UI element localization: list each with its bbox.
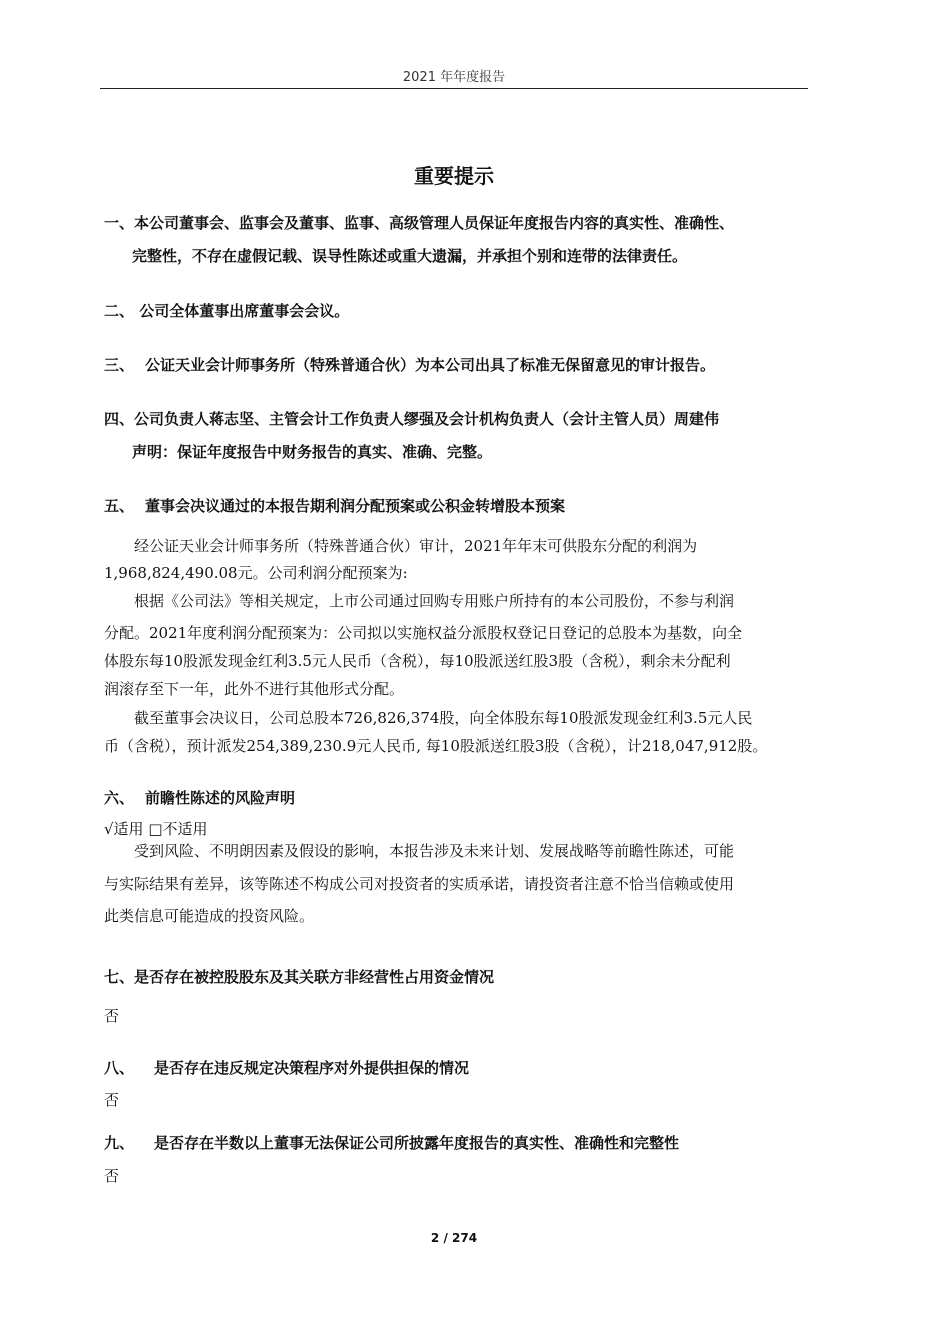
section-6-para-line: 与实际结果有差异，该等陈述不构成公司对投资者的实质承诺，请投资者注意不恰当信赖或使用: [104, 875, 735, 893]
section-2-heading: 二、 公司全体董事出席董事会会议。: [104, 302, 350, 320]
section-4-line-1: 四、公司负责人蒋志坚、主管会计工作负责人缪强及会计机构负责人（会计主管人员）周建伟: [104, 410, 720, 428]
section-5-para-line: 分配。2021年度利润分配预案为：公司拟以实施权益分派股权登记日登记的总股本为基数，向全: [104, 624, 743, 642]
header-rule: [100, 88, 808, 89]
section-5-para-line: 体股东每10股派发现金红利3.5元人民币（含税），每10股派送红股3股（含税），剩余未分配利: [104, 652, 731, 670]
section-7-heading: 七、是否存在被控股股东及其关联方非经营性占用资金情况: [104, 968, 495, 986]
section-5-para-line: 润滚存至下一年，此外不进行其他形式分配。: [104, 680, 405, 698]
section-3-number: 三、: [104, 356, 135, 374]
section-6-para-line: 受到风险、不明朗因素及假设的影响，本报告涉及未来计划、发展战略等前瞻性陈述，可能: [134, 842, 735, 860]
section-6-para-line: 此类信息可能造成的投资风险。: [104, 907, 315, 925]
section-1-line-2: 完整性，不存在虚假记载、误导性陈述或重大遗漏，并承担个别和连带的法律责任。: [132, 247, 688, 265]
section-1-line-1: 一、本公司董事会、监事会及董事、监事、高级管理人员保证年度报告内容的真实性、准确性、: [104, 214, 735, 232]
section-5-para-line: 经公证天业会计师事务所（特殊普通合伙）审计，2021年年末可供股东分配的利润为: [134, 537, 698, 555]
page-number: 2 / 274: [430, 1231, 478, 1245]
section-5-number: 五、: [104, 497, 135, 515]
section-9-answer: 否: [104, 1167, 120, 1185]
section-8-number: 八、: [104, 1059, 135, 1077]
section-9-number: 九、: [104, 1134, 135, 1152]
section-8-heading: 是否存在违反规定决策程序对外提供担保的情况: [154, 1059, 470, 1077]
applicability-options: √适用 □不适用: [104, 820, 208, 838]
page-title: 重要提示: [414, 164, 494, 188]
section-6-number: 六、: [104, 789, 135, 807]
section-3-text: 公证天业会计师事务所（特殊普通合伙）为本公司出具了标准无保留意见的审计报告。: [145, 356, 716, 374]
section-5-para-line: 币（含税），预计派发254,389,230.9元人民币, 每10股派送红股3股（含税），计218,047,912股。: [104, 737, 768, 755]
section-5-para-line: 截至董事会决议日，公司总股本726,826,374股，向全体股东每10股派发现金红利3.5元人民: [134, 709, 753, 727]
page-header: 2021 年年度报告: [402, 70, 506, 85]
section-5-heading: 董事会决议通过的本报告期利润分配预案或公积金转增股本预案: [145, 497, 566, 515]
section-5-para-line: 根据《公司法》等相关规定，上市公司通过回购专用账户所持有的本公司股份，不参与利润: [134, 592, 735, 610]
section-5-para-line: 1,968,824,490.08元。公司利润分配预案为:: [104, 564, 408, 582]
section-6-heading: 前瞻性陈述的风险声明: [145, 789, 296, 807]
section-8-answer: 否: [104, 1091, 120, 1109]
section-7-answer: 否: [104, 1007, 120, 1025]
section-4-line-2: 声明：保证年度报告中财务报告的真实、准确、完整。: [132, 443, 493, 461]
section-9-heading: 是否存在半数以上董事无法保证公司所披露年度报告的真实性、准确性和完整性: [154, 1134, 680, 1152]
